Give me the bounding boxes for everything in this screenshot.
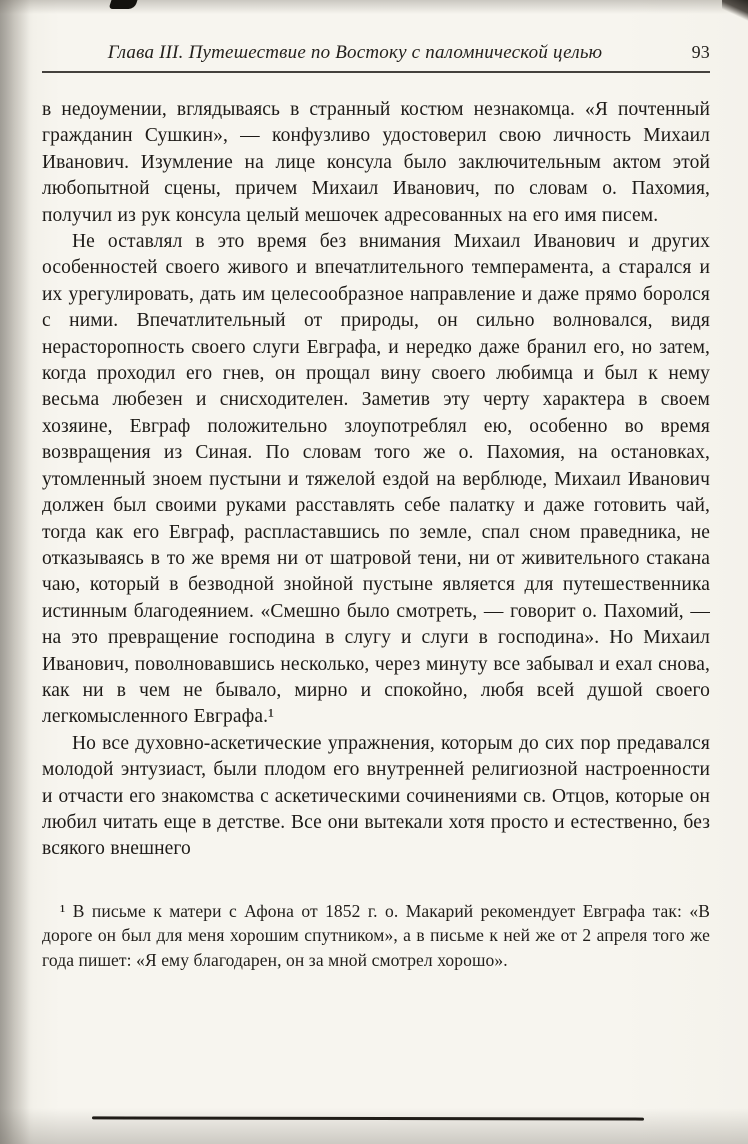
running-header [42,42,710,64]
scan-artifact-bottom-shade [0,1108,748,1144]
paragraph-2: Не оставлял в это время без внимания Михаил Иванович и других особенностей своего живого и впечатлительного темперамента, а старался и их урегулировать, дать им целесообразное направление и даже прямо боролся с ними. Впечатлительный от природы, он сильно волновался, видя нерасторопность своего слуги Евграфа, и нередко даже бранил его, но затем, когда проходил его гнев, он прощал вину своего любимца и был к нему весьма любезен и снисходителен. Заметив эту черту характера в своем хозяине, Евграф положительно злоупотреблял ею, особенно во время возвращения из Синая. По словам того же о. Пахомия, на остановках, утомленный зноем пустыни и тяжелой ездой на верблюде, Михаил Иванович должен был своими руками расставлять себе палатку и даже готовить чай, тогда как его Евграф, распластавшись по земле, спал сном праведника, не отказываясь в то же время ни от шатровой тени, ни от живительного стакана чаю, который в безводной знойной пустыне является для путешественника истинным благодеянием. «Смешно было смотреть, — говорит о. Пахомий, — на это превращение господина в слугу и слуги в господина». Но Михаил Иванович, поволновавшись несколько, через минуту все забывал и ехал снова, как ни в чем не бывало, мирно и спокойно, любя всей душой своего легкомысленного Евграфа.¹ [42,231,710,728]
body-text [42,97,710,863]
running-title: Глава III. Путешествие по Востоку с паломнической целью [107,42,603,63]
paragraph-1: в недоумении, вглядываясь в странный костюм незнакомца. «Я почтенный гражданин Сушкин», — конфузливо удостоверил свою личность Михаил Иванович. Изумление на лице консула было заключительным актом этой любопытной сцены, причем Михаил Иванович, по словам о. Пахомия, получил из рук консула целый мешочек адресованных на его имя писем. [42,99,710,226]
header-rule [42,71,710,73]
paragraph-3: Но все духовно-аскетические упражнения, которым до сих пор предавался молодой энтузиаст, были плодом его внутренней религиозной настроенности и отчасти его знакомства с аскетическими сочинениями св. Отцов, которые он любил читать еще в детстве. Все они вытекали хотя просто и естественно, без всякого внешнего [42,732,710,860]
footnote: ¹ В письме к матери с Афона от 1852 г. о. Макарий рекомендует Евграфа так: «В дороге он был для меня хорошим спутником», а в письме к ней же от 2 апреля того же года пишет: «Я ему благодарен, он за мной смотрел хорошо». [42,900,710,970]
page-number: 93 [691,42,710,62]
